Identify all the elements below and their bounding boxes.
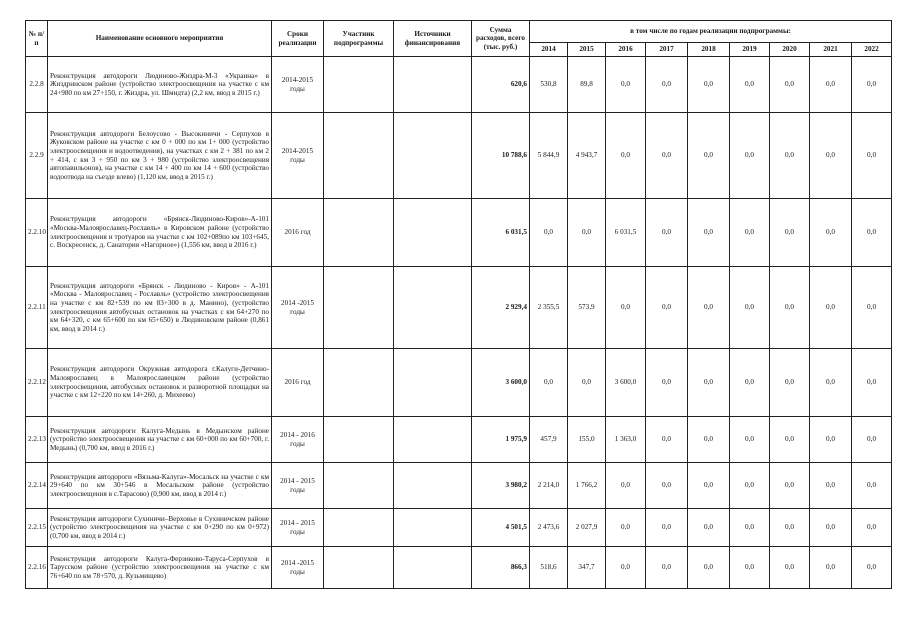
header-year: 2018 [688,43,730,57]
row-period: 2014 -2015 годы [272,547,324,589]
row-year-value: 0,0 [688,417,730,463]
row-period: 2014 - 2016 годы [272,417,324,463]
header-year: 2022 [852,43,892,57]
header-year: 2021 [810,43,852,57]
row-year-value: 0,0 [810,547,852,589]
row-year-value: 0,0 [810,57,852,113]
row-year-value: 0,0 [730,547,770,589]
header-year: 2016 [606,43,646,57]
row-year-value: 457,9 [530,417,568,463]
row-source [394,349,472,417]
row-sum: 10 788,6 [472,113,530,199]
row-year-value: 0,0 [688,509,730,547]
row-year-value: 0,0 [646,509,688,547]
row-year-value: 0,0 [688,267,730,349]
row-year-value: 0,0 [688,463,730,509]
table-row [26,547,892,589]
header-year: 2019 [730,43,770,57]
row-year-value: 0,0 [770,349,810,417]
row-year-value: 0,0 [606,509,646,547]
row-year-value: 0,0 [852,463,892,509]
row-year-value: 4 943,7 [568,113,606,199]
row-year-value: 0,0 [810,509,852,547]
row-year-value: 0,0 [810,199,852,267]
row-year-value: 0,0 [646,349,688,417]
row-source [394,113,472,199]
row-year-value: 0,0 [606,113,646,199]
row-year-value: 0,0 [810,349,852,417]
row-year-value: 0,0 [770,417,810,463]
row-sum: 6 031,5 [472,199,530,267]
row-year-value: 0,0 [770,57,810,113]
header-participant: Участник подпрограммы [324,21,394,57]
row-year-value: 2 355,5 [530,267,568,349]
row-year-value: 0,0 [852,417,892,463]
row-name: Реконструкция автодороги «Брянск - Людиново - Киров» - А-101 «Москва - Малоярославец - Рославль» (устройство электроосвещения на участке с км 82+539 по км 83+300 в д. Манино), (устройство электроосвещения автобусных остановок на участках с км 64+270 по км 64+320, с км 65+600 по км 65+650) в Людиновском районе (0,861 км, ввод в 2014 г.) [48,267,272,349]
header-name: Наименование основного мероприятия [48,21,272,57]
row-number: 2.2.15 [26,509,48,547]
row-year-value: 0,0 [852,199,892,267]
row-year-value: 2 473,6 [530,509,568,547]
header-num: № п/п [26,21,48,57]
row-year-value: 0,0 [852,57,892,113]
row-period: 2016 год [272,199,324,267]
header-years-group: в том числе по годам реализации подпрограммы: [530,21,892,43]
row-year-value: 0,0 [688,57,730,113]
row-number: 2.2.12 [26,349,48,417]
header-year: 2020 [770,43,810,57]
row-year-value: 6 031,5 [606,199,646,267]
table-row [26,463,892,509]
row-year-value: 0,0 [852,349,892,417]
row-year-value: 0,0 [730,509,770,547]
row-year-value: 0,0 [810,463,852,509]
row-year-value: 0,0 [646,113,688,199]
row-name: Реконструкция автодороги Калуга-Медынь в Медынском районе (устройство электроосвещения на участке с км 60+000 по км 60+700, г. Медынь) (0,700 км, ввод в 2016 г.) [48,417,272,463]
row-name: Реконструкция автодороги Сухиничи–Верховье в Сухиничском районе (устройство электроосвещения на участке с км 0+290 по км 0+972) (0,700 км, ввод в 2014 г.) [48,509,272,547]
row-year-value: 0,0 [530,349,568,417]
row-year-value: 0,0 [688,113,730,199]
header-period: Сроки реализации [272,21,324,57]
row-year-value: 0,0 [810,417,852,463]
row-year-value: 530,8 [530,57,568,113]
row-number: 2.2.8 [26,57,48,113]
row-year-value: 0,0 [646,57,688,113]
row-year-value: 0,0 [606,57,646,113]
row-period: 2014 - 2015 годы [272,509,324,547]
row-year-value: 0,0 [688,349,730,417]
row-year-value: 0,0 [730,349,770,417]
header-year: 2015 [568,43,606,57]
row-year-value: 0,0 [770,199,810,267]
row-year-value: 1 766,2 [568,463,606,509]
row-sum: 3 980,2 [472,463,530,509]
row-year-value: 0,0 [606,547,646,589]
row-participant [324,349,394,417]
row-year-value: 0,0 [606,463,646,509]
header-year: 2014 [530,43,568,57]
row-period: 2014 - 2015 годы [272,463,324,509]
row-year-value: 0,0 [770,113,810,199]
table-row [26,417,892,463]
row-sum: 2 929,4 [472,267,530,349]
row-year-value: 0,0 [646,267,688,349]
row-participant [324,509,394,547]
row-source [394,417,472,463]
table-row [26,349,892,417]
row-year-value: 0,0 [730,113,770,199]
row-year-value: 0,0 [646,463,688,509]
row-year-value: 2 214,0 [530,463,568,509]
row-year-value: 518,6 [530,547,568,589]
header-row-1 [26,21,892,43]
row-sum: 3 600,0 [472,349,530,417]
header-year: 2017 [646,43,688,57]
header-sum: Сумма расходов, всего (тыс. руб.) [472,21,530,57]
row-year-value: 0,0 [646,547,688,589]
row-sum: 4 501,5 [472,509,530,547]
row-year-value: 0,0 [852,113,892,199]
row-source [394,547,472,589]
row-source [394,463,472,509]
table-body [26,57,892,589]
row-year-value: 0,0 [568,349,606,417]
row-year-value: 155,0 [568,417,606,463]
row-source [394,267,472,349]
row-name: Реконструкция автодороги Окружная автодорога г.Калуги-Детчино-Малоярославец в Малоярославецком районе (устройство электроосвещения, автобусных остановок и разворотной площадки на участке с км 12+220 по км 14+260, д. Михеево) [48,349,272,417]
row-name: Реконструкция автодороги «Вязьма-Калуга»-Мосальск на участке с км 29+640 по км 30+546 в Мосальском районе (устройство электроосвещения в с.Тарасово) (0,900 км, ввод в 2014 г.) [48,463,272,509]
row-participant [324,267,394,349]
row-name: Реконструкция автодороги «Брянск-Людиново-Киров»-А-101 «Москва-Малоярославец-Рославль» в Кировском районе (устройство электроосвещения и тротуаров на участке с км 102+089по км 103+645, с. Воскресенск, д. Санатория «Нагорное») (1,556 км, ввод в 2016 г.) [48,199,272,267]
row-source [394,509,472,547]
row-year-value: 0,0 [568,199,606,267]
row-year-value: 0,0 [606,267,646,349]
program-table [25,20,892,589]
row-year-value: 0,0 [852,547,892,589]
row-participant [324,113,394,199]
row-year-value: 0,0 [770,267,810,349]
row-period: 2014-2015 годы [272,113,324,199]
row-number: 2.2.13 [26,417,48,463]
row-year-value: 0,0 [688,199,730,267]
row-name: Реконструкция автодороги Людиново-Жиздра-М-3 «Украина» в Жиздринском районе (устройство электроосвещения на участке с км 24+980 по км 27+150, г. Жиздра, ул. Шмидта) (2,2 км, ввод в 2015 г.) [48,57,272,113]
row-year-value: 0,0 [730,199,770,267]
row-name: Реконструкция автодороги Калуга-Ферзиково-Таруса-Серпухов в Тарусском районе (устройство электроосвещения на участке с км 76+640 по км 78+570, д. Кузьмищево) [48,547,272,589]
row-number: 2.2.9 [26,113,48,199]
row-year-value: 0,0 [770,509,810,547]
row-participant [324,417,394,463]
row-year-value: 573,9 [568,267,606,349]
row-year-value: 89,8 [568,57,606,113]
row-year-value: 0,0 [852,267,892,349]
row-year-value: 0,0 [810,267,852,349]
row-name: Реконструкция автодороги Белоусово - Высокиничи - Серпухов в Жуковском районе на участке с км 0 + 000 по км 1+ 000 (устройство электроосвещения и водоотведения), на участках с км 2 + 381 по км 2 + 414, с км 3 + 950 по км 3 + 980 (устройство электроосвещения автопавильонов), на участке с км 14 + 400 по км 14 + 600 (устройство водоотвода на съезде влево) (1,120 км, ввод в 2015 г.) [48,113,272,199]
row-period: 2014 -2015 годы [272,267,324,349]
header-source: Источники финансирования [394,21,472,57]
table-row [26,57,892,113]
row-year-value: 347,7 [568,547,606,589]
row-number: 2.2.16 [26,547,48,589]
row-year-value: 3 600,0 [606,349,646,417]
row-participant [324,547,394,589]
table-row [26,509,892,547]
row-year-value: 0,0 [730,463,770,509]
row-source [394,57,472,113]
table-row [26,267,892,349]
row-year-value: 0,0 [852,509,892,547]
row-year-value: 1 363,0 [606,417,646,463]
row-number: 2.2.10 [26,199,48,267]
table-row [26,113,892,199]
row-year-value: 0,0 [770,547,810,589]
row-period: 2016 год [272,349,324,417]
row-year-value: 0,0 [770,463,810,509]
row-year-value: 0,0 [730,57,770,113]
row-year-value: 0,0 [688,547,730,589]
row-number: 2.2.11 [26,267,48,349]
row-year-value: 0,0 [646,199,688,267]
row-year-value: 0,0 [810,113,852,199]
row-number: 2.2.14 [26,463,48,509]
row-sum: 1 975,9 [472,417,530,463]
row-source [394,199,472,267]
row-sum: 620,6 [472,57,530,113]
row-participant [324,463,394,509]
row-year-value: 0,0 [530,199,568,267]
row-period: 2014-2015 годы [272,57,324,113]
row-year-value: 5 844,9 [530,113,568,199]
table-row [26,199,892,267]
row-participant [324,199,394,267]
row-year-value: 0,0 [730,417,770,463]
row-sum: 866,3 [472,547,530,589]
row-year-value: 0,0 [730,267,770,349]
row-year-value: 0,0 [646,417,688,463]
row-year-value: 2 027,9 [568,509,606,547]
row-participant [324,57,394,113]
